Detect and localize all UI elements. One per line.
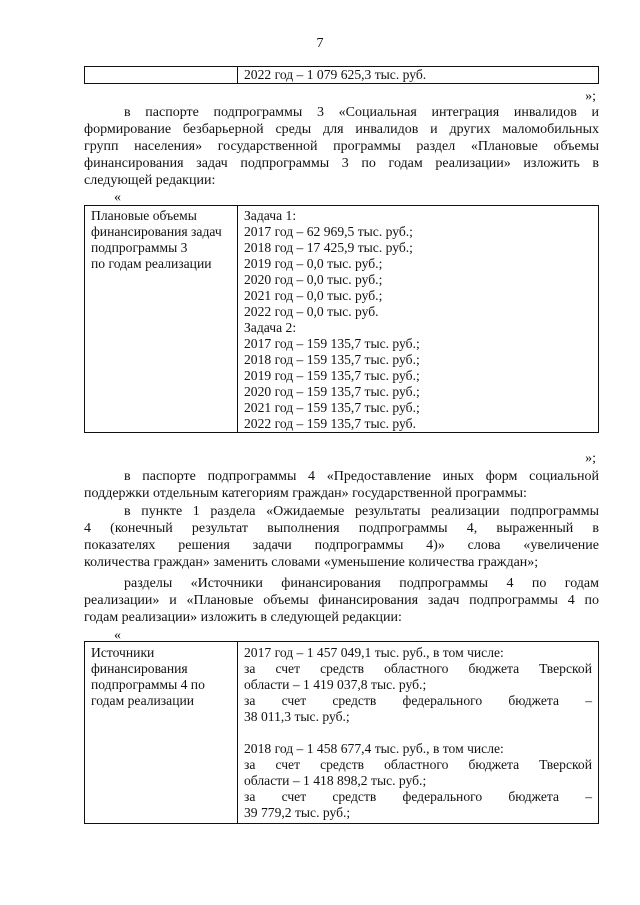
text-line: в пункте 1 раздела «Ожидаемые результаты реализации подпрограммы: [124, 504, 599, 519]
blank-line: [244, 725, 592, 741]
table-line: 2022 год – 1 079 625,3 тыс. руб.: [244, 67, 427, 82]
table-line: годам реализации: [91, 693, 195, 708]
text-line: в паспорте подпрограммы 3 «Социальная интеграция инвалидов и: [124, 105, 599, 120]
budget-table-fragment: [84, 66, 599, 84]
closing-quote: »;: [585, 89, 596, 104]
text-line: финансирования задач подпрограммы 3 по годам реализации» изложить в: [84, 156, 599, 171]
table-line: 39 779,2 тыс. руб.;: [244, 805, 351, 820]
table-line: 2020 год – 0,0 тыс. руб.;: [244, 272, 383, 287]
table-line: 2017 год – 159 135,7 тыс. руб.;: [244, 336, 420, 351]
closing-quote: »;: [585, 451, 596, 466]
text-line: разделы «Источники финансирования подпрограммы 4 по годам: [124, 576, 599, 591]
table-line: 2017 год – 1 457 049,1 тыс. руб., в том числе:: [244, 645, 504, 660]
table-line: по годам реализации: [91, 256, 212, 271]
table-line: области – 1 419 037,8 тыс. руб.;: [244, 677, 427, 692]
table-line: за счет средств федерального бюджета –: [244, 693, 592, 708]
opening-quote: «: [114, 190, 121, 205]
table-line: области – 1 418 898,2 тыс. руб.;: [244, 773, 427, 788]
text-line: количества граждан» заменить словами «уменьшение количества граждан»;: [84, 555, 539, 570]
table-line: 2021 год – 0,0 тыс. руб.;: [244, 288, 383, 303]
opening-quote: «: [114, 628, 121, 643]
table-line: 2018 год – 17 425,9 тыс. руб.;: [244, 240, 413, 255]
text-line: следующей редакции:: [84, 173, 216, 188]
table-cell-right: [238, 67, 599, 84]
text-line: 4 (конечный результат выполнения подпрограммы 4, выраженный в: [84, 521, 599, 536]
table-line: 2019 год – 159 135,7 тыс. руб.;: [244, 368, 420, 383]
table-line: 2022 год – 159 135,7 тыс. руб.: [244, 416, 416, 431]
table-line: подпрограммы 3: [91, 240, 188, 255]
table-cell-left: [85, 642, 238, 824]
text-line: реализации» и «Плановые объемы финансирования задач подпрограммы 4 по: [84, 593, 599, 608]
table-line: за счет средств федерального бюджета –: [244, 789, 592, 804]
text-line: групп населения» государственной программы раздел «Плановые объемы: [84, 139, 599, 154]
table-line: 2021 год – 159 135,7 тыс. руб.;: [244, 400, 420, 415]
table-line: 2018 год – 159 135,7 тыс. руб.;: [244, 352, 420, 367]
paragraph-subprogram-4: [84, 468, 599, 502]
funding-sources-table-subprogram-4: [84, 641, 599, 824]
page-number: 7: [316, 36, 324, 51]
table-line: Задача 2:: [244, 320, 297, 335]
table-line: финансирования: [91, 661, 188, 676]
table-line: Плановые объемы: [91, 208, 197, 223]
table-line: Задача 1:: [244, 208, 297, 223]
table-line: Источники: [91, 645, 155, 660]
table-line: за счет средств областного бюджета Тверской: [244, 661, 592, 676]
text-line: годам реализации» изложить в следующей редакции:: [84, 610, 402, 625]
paragraph-point-1: [84, 503, 599, 571]
paragraph-sections: [84, 575, 599, 626]
table-line: за счет средств областного бюджета Тверской: [244, 757, 592, 772]
text-line: показателях решения задачи подпрограммы 4)» слова «увеличение: [84, 538, 599, 553]
paragraph-subprogram-3: [84, 104, 599, 189]
table-line: 2022 год – 0,0 тыс. руб.: [244, 304, 379, 319]
text-line: в паспорте подпрограммы 4 «Предоставление иных форм социальной: [124, 469, 599, 484]
funding-table-subprogram-3: [84, 205, 599, 433]
table-line: подпрограммы 4 по: [91, 677, 205, 692]
table-cell-right: [238, 206, 599, 433]
empty-cell: [85, 67, 238, 84]
table-line: 2020 год – 159 135,7 тыс. руб.;: [244, 384, 420, 399]
table-line: 2018 год – 1 458 677,4 тыс. руб., в том числе:: [244, 741, 504, 756]
table-line: 2017 год – 62 969,5 тыс. руб.;: [244, 224, 413, 239]
table-line: 2019 год – 0,0 тыс. руб.;: [244, 256, 383, 271]
table-line: 38 011,3 тыс. руб.;: [244, 709, 350, 724]
table-cell-left: [85, 206, 238, 433]
table-cell-right: [238, 642, 599, 824]
table-line: финансирования задач: [91, 224, 222, 239]
text-line: формирование безбарьерной среды для инвалидов и других маломобильных: [84, 122, 599, 137]
text-line: поддержки отдельным категориям граждан» государственной программы:: [84, 486, 527, 501]
